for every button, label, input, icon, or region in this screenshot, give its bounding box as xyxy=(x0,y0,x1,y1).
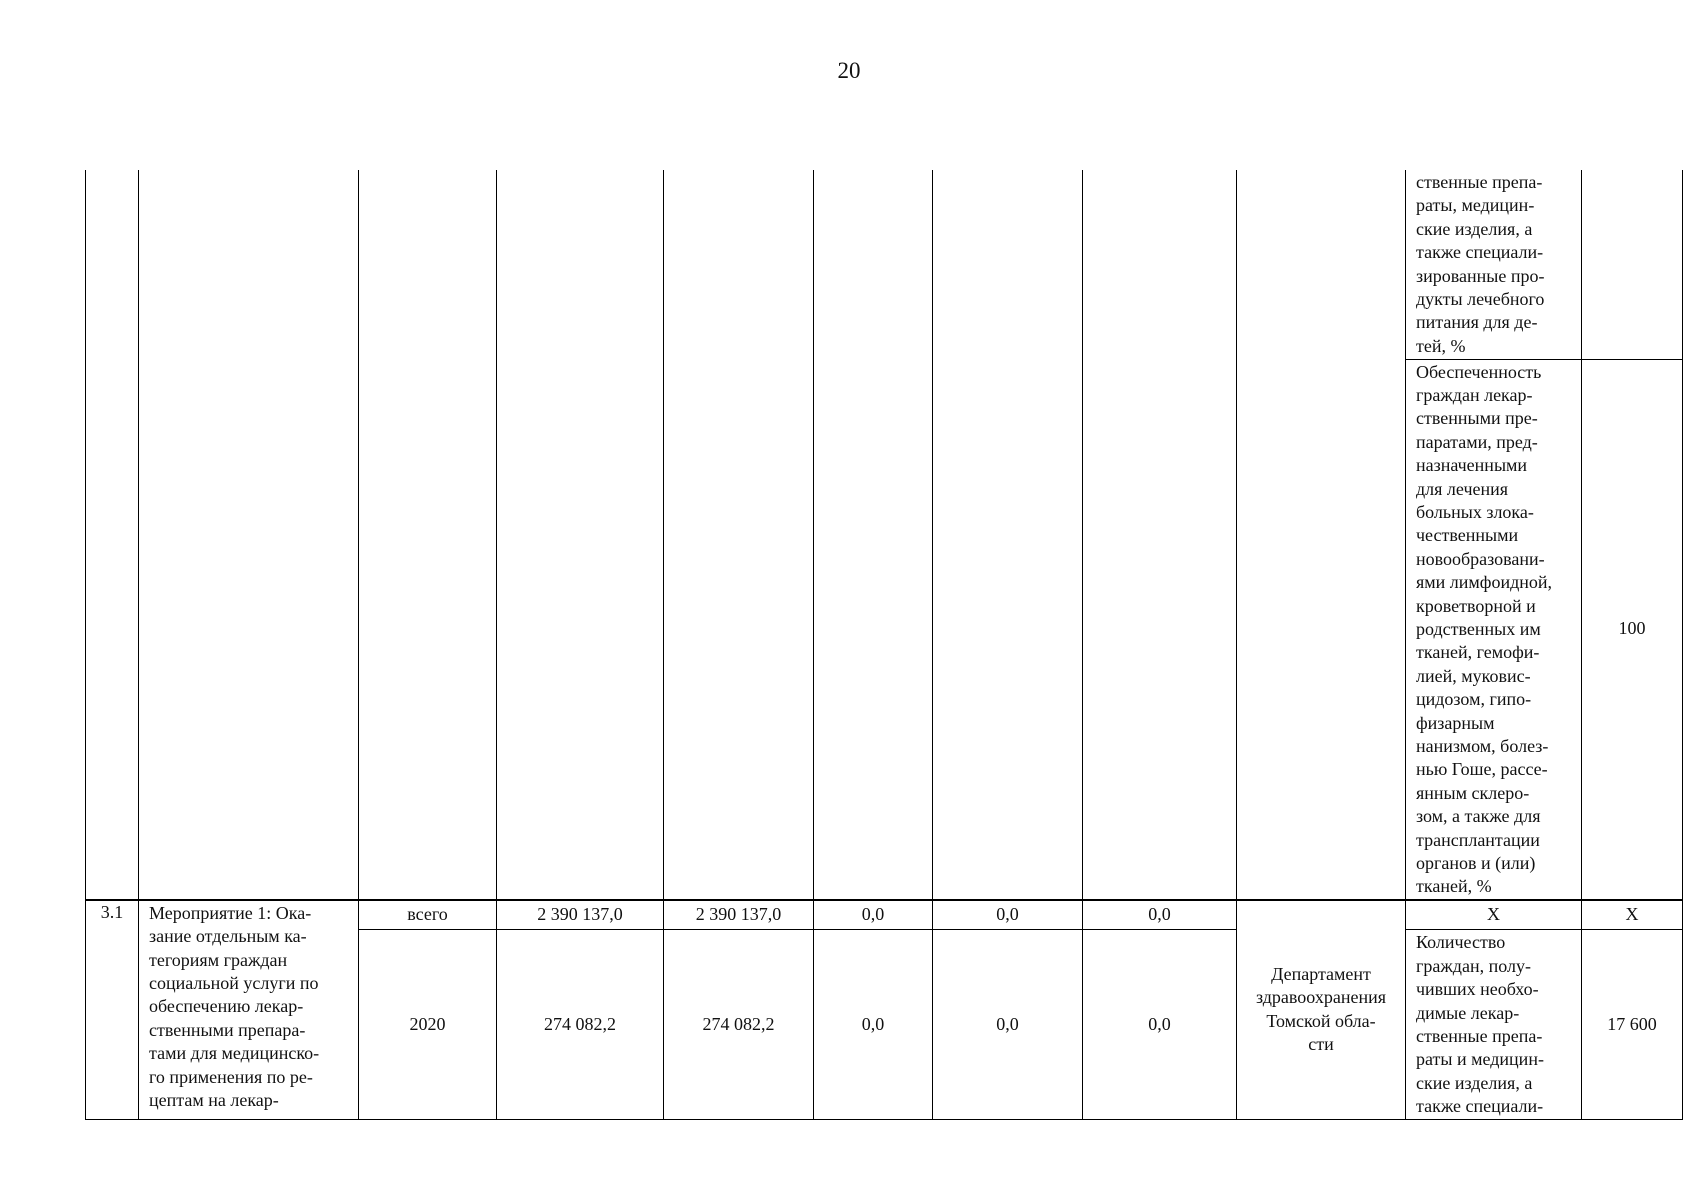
text-line: ские изделия, а xyxy=(1416,218,1533,239)
period-cell: 2020 xyxy=(359,930,497,1119)
text-line: тами для медицинско- xyxy=(149,1043,320,1064)
text-line: нью Гоше, рассе- xyxy=(1416,759,1548,780)
text-line: Обеспеченность xyxy=(1416,361,1542,382)
empty-cell xyxy=(1083,170,1237,900)
text-line: физарным xyxy=(1416,712,1495,733)
text-line: тей, % xyxy=(1416,335,1466,356)
text-line: сти xyxy=(1308,1034,1334,1055)
indicator-text xyxy=(1406,170,1581,358)
empty-cell xyxy=(139,170,359,900)
text-line: раты и медицин- xyxy=(1416,1049,1544,1070)
text-line: цептам на лекар- xyxy=(149,1090,279,1111)
text-line: назначенными xyxy=(1416,455,1528,476)
indicator-cell: Х xyxy=(1406,900,1582,930)
amount-cell: 2 390 137,0 xyxy=(664,900,814,930)
amount-cell: 0,0 xyxy=(814,930,933,1119)
text-line: ственными препара- xyxy=(149,1019,306,1040)
amount-cell: 274 082,2 xyxy=(497,930,664,1119)
text-line: питания для де- xyxy=(1416,312,1538,333)
text-line: здравоохранения xyxy=(1255,987,1387,1008)
text-line: раты, медицин- xyxy=(1416,195,1535,216)
text-line: трансплантации xyxy=(1416,829,1540,850)
text-line: новообразовани- xyxy=(1416,548,1545,569)
text-line: Мероприятие 1: Ока- xyxy=(149,902,312,923)
empty-cell xyxy=(359,170,497,900)
text-line: тканей, % xyxy=(1416,876,1492,897)
amount-cell: 0,0 xyxy=(814,900,933,930)
measure-name xyxy=(139,901,358,1113)
table-row xyxy=(86,900,1683,930)
amount-cell: 274 082,2 xyxy=(664,930,814,1119)
page-number: 20 xyxy=(837,58,861,83)
text-line: ственными пре- xyxy=(1416,408,1538,429)
row-code: 3.1 xyxy=(86,900,139,1119)
indicator-cell xyxy=(1406,170,1582,359)
text-line: тегориям граждан xyxy=(149,949,288,970)
text-line: лией, муковис- xyxy=(1416,665,1531,686)
text-line: зание отдельным ка- xyxy=(149,926,307,947)
text-line: ские изделия, а xyxy=(1416,1072,1533,1093)
text-line: также специали- xyxy=(1416,1096,1544,1117)
empty-cell xyxy=(933,170,1083,900)
period-cell: всего xyxy=(359,900,497,930)
text-line: обеспечению лекар- xyxy=(149,996,304,1017)
text-line: для лечения xyxy=(1416,478,1509,499)
text-line: Томской обла- xyxy=(1266,1010,1376,1031)
text-line: тканей, гемофи- xyxy=(1416,642,1540,663)
text-line: го применения по ре- xyxy=(149,1066,313,1087)
text-line: янным склеро- xyxy=(1416,782,1530,803)
text-line: нанизмом, болез- xyxy=(1416,736,1549,756)
table-row xyxy=(86,170,1683,359)
value-cell xyxy=(1582,170,1683,359)
indicator-text xyxy=(1406,930,1581,1118)
empty-cell xyxy=(1237,170,1406,900)
text-line: социальной услуги по xyxy=(149,973,319,994)
amount-cell: 0,0 xyxy=(933,900,1083,930)
program-table xyxy=(85,170,1683,1120)
text-line: родственных им xyxy=(1416,618,1541,639)
text-line: зированные про- xyxy=(1416,265,1545,286)
text-line: паратами, пред- xyxy=(1416,431,1538,452)
text-line: кроветворной и xyxy=(1416,595,1536,616)
text-line: граждан лекар- xyxy=(1416,384,1533,405)
text-line: ственные препа- xyxy=(1416,1025,1543,1046)
empty-cell xyxy=(814,170,933,900)
department-name xyxy=(1237,963,1405,1057)
text-line: дукты лечебного xyxy=(1416,289,1545,310)
amount-cell: 0,0 xyxy=(1083,930,1237,1119)
text-line: также специали- xyxy=(1416,242,1544,263)
text-line: чественными xyxy=(1416,525,1519,546)
measure-name-cell xyxy=(139,900,359,1119)
text-line: граждан, полу- xyxy=(1416,955,1531,976)
empty-cell xyxy=(86,170,139,900)
text-line: Количество xyxy=(1416,932,1506,953)
value-cell: Х xyxy=(1582,900,1683,930)
text-line: зом, а также для xyxy=(1416,806,1541,827)
text-line: цидозом, гипо- xyxy=(1416,689,1532,710)
indicator-cell xyxy=(1406,930,1582,1119)
indicator-text xyxy=(1406,360,1581,899)
text-line: органов и (или) xyxy=(1416,853,1536,874)
amount-cell: 2 390 137,0 xyxy=(497,900,664,930)
value-cell: 17 600 xyxy=(1582,930,1683,1119)
text-line: чивших необхо- xyxy=(1416,979,1539,1000)
text-line: димые лекар- xyxy=(1416,1002,1520,1023)
amount-cell: 0,0 xyxy=(933,930,1083,1119)
text-line: Департамент xyxy=(1271,963,1371,984)
indicator-value: 100 xyxy=(1582,359,1683,900)
indicator-cell xyxy=(1406,359,1582,900)
department-cell xyxy=(1237,900,1406,1119)
text-line: ственные препа- xyxy=(1416,172,1543,192)
text-line: ями лимфоидной, xyxy=(1416,572,1553,593)
empty-cell xyxy=(664,170,814,900)
empty-cell xyxy=(497,170,664,900)
amount-cell: 0,0 xyxy=(1083,900,1237,930)
text-line: больных злока- xyxy=(1416,501,1534,522)
